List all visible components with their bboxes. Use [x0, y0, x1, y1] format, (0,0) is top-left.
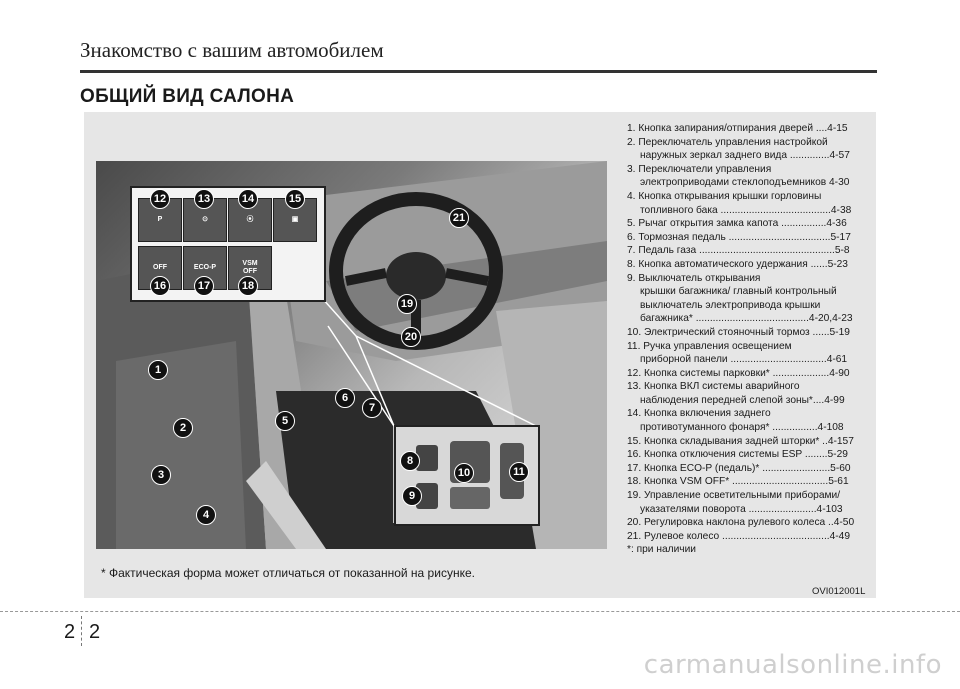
legend-item: 18. Кнопка VSM OFF* ..................................5-61: [627, 476, 849, 488]
legend-item-continuation: выключатель электропривода крышки: [640, 299, 821, 311]
callout-5: 5: [275, 411, 295, 431]
legend-item: 14. Кнопка включения заднего: [627, 408, 771, 420]
callout-12: 12: [150, 189, 170, 209]
legend-item-continuation: крышки багажника/ главный контрольный: [640, 286, 837, 298]
esp-off-switch-icon: OFF: [138, 246, 182, 290]
callout-17: 17: [194, 276, 214, 296]
page-number-left: 2: [64, 621, 76, 643]
blind-spot-switch-icon: ⊙: [183, 198, 227, 242]
footer-rule: [0, 611, 960, 612]
legend-item: 3. Переключатели управления: [627, 163, 772, 175]
legend-item: 12. Кнопка системы парковки* ....................4-90: [627, 367, 850, 379]
legend-item: 8. Кнопка автоматического удержания ......5-23: [627, 258, 848, 270]
callout-3: 3: [151, 465, 171, 485]
legend-item: 21. Рулевое колесо ......................................4-49: [627, 530, 851, 542]
eco-p-switch-icon: ECO-P: [183, 246, 227, 290]
callout-16: 16: [150, 276, 170, 296]
callout-6: 6: [335, 388, 355, 408]
legend-item-continuation: багажника* ........................................4-20,4-23: [640, 313, 853, 325]
rear-fog-switch-icon: ⦿: [228, 198, 272, 242]
legend-item-continuation: противотуманного фонаря* ................4-108: [640, 422, 844, 434]
legend-item-continuation: указателями поворота ........................4-103: [640, 503, 843, 515]
running-title: Знакомство с вашим автомобилем: [80, 38, 384, 62]
watermark: carmanualsonline.info: [643, 650, 942, 680]
legend-item: 15. Кнопка складывания задней шторки* ..4-157: [627, 435, 854, 447]
legend-item: 13. Кнопка ВКЛ системы аварийного: [627, 381, 800, 393]
callout-11: 11: [509, 462, 529, 482]
callout-15: 15: [285, 189, 305, 209]
callout-9: 9: [402, 486, 422, 506]
callout-10: 10: [454, 463, 474, 483]
callout-7: 7: [362, 398, 382, 418]
component-legend: [627, 122, 875, 557]
callout-14: 14: [238, 189, 258, 209]
callout-2: 2: [173, 418, 193, 438]
legend-item: 4. Кнопка открывания крышки горловины: [627, 190, 822, 202]
callout-20: 20: [401, 327, 421, 347]
callout-21: 21: [449, 208, 469, 228]
legend-item-continuation: приборной панели ..................................4-61: [640, 354, 848, 366]
legend-item: *: при наличии: [627, 544, 696, 556]
callout-8: 8: [400, 451, 420, 471]
vsm-off-switch-icon: VSM OFF: [228, 246, 272, 290]
legend-item: 9. Выключатель открывания: [627, 272, 761, 284]
section-title: ОБЩИЙ ВИД САЛОНА: [80, 86, 295, 107]
legend-item: 5. Рычаг открытия замка капота ................4-36: [627, 218, 847, 230]
legend-item-continuation: наблюдения передней слепой зоны*....4-99: [640, 394, 845, 406]
legend-item-continuation: наружных зеркал заднего вида ..............4-57: [640, 150, 850, 162]
legend-item: 17. Кнопка ECO-P (педаль)* ........................5-60: [627, 462, 851, 474]
legend-item-continuation: электроприводами стеклоподъемников 4-30: [640, 177, 850, 189]
legend-item: 19. Управление осветительными приборами/: [627, 490, 841, 502]
legend-item: 20. Регулировка наклона рулевого колеса ..4-50: [627, 517, 855, 529]
page-number-right: 2: [89, 621, 101, 643]
callout-1: 1: [148, 360, 168, 380]
legend-item: 1. Кнопка запирания/отпирания дверей ....4-15: [627, 123, 848, 134]
parking-assist-switch-icon: P: [138, 198, 182, 242]
legend-item-continuation: топливного бака .......................................4-38: [640, 204, 852, 216]
legend-item: 16. Кнопка отключения системы ESP ........5-29: [627, 449, 848, 461]
legend-item: 7. Педаль газа ................................................5-8: [627, 245, 850, 257]
header-rule: [80, 70, 877, 73]
page-number-separator: [81, 616, 83, 646]
legend-item: 2. Переключатель управления настройкой: [627, 136, 828, 148]
callout-19: 19: [397, 294, 417, 314]
callout-4: 4: [196, 505, 216, 525]
image-code: OVI012001L: [812, 586, 866, 597]
legend-item: 10. Электрический стояночный тормоз ......5-19: [627, 326, 850, 338]
legend-item: 6. Тормозная педаль ....................................5-17: [627, 231, 851, 243]
callout-13: 13: [194, 189, 214, 209]
rear-curtain-switch-icon: ▣: [273, 198, 317, 242]
figure-footnote: * Фактическая форма может отличаться от показанной на рисунке.: [101, 566, 475, 580]
callout-18: 18: [238, 276, 258, 296]
legend-item: 11. Ручка управления освещением: [627, 340, 792, 352]
